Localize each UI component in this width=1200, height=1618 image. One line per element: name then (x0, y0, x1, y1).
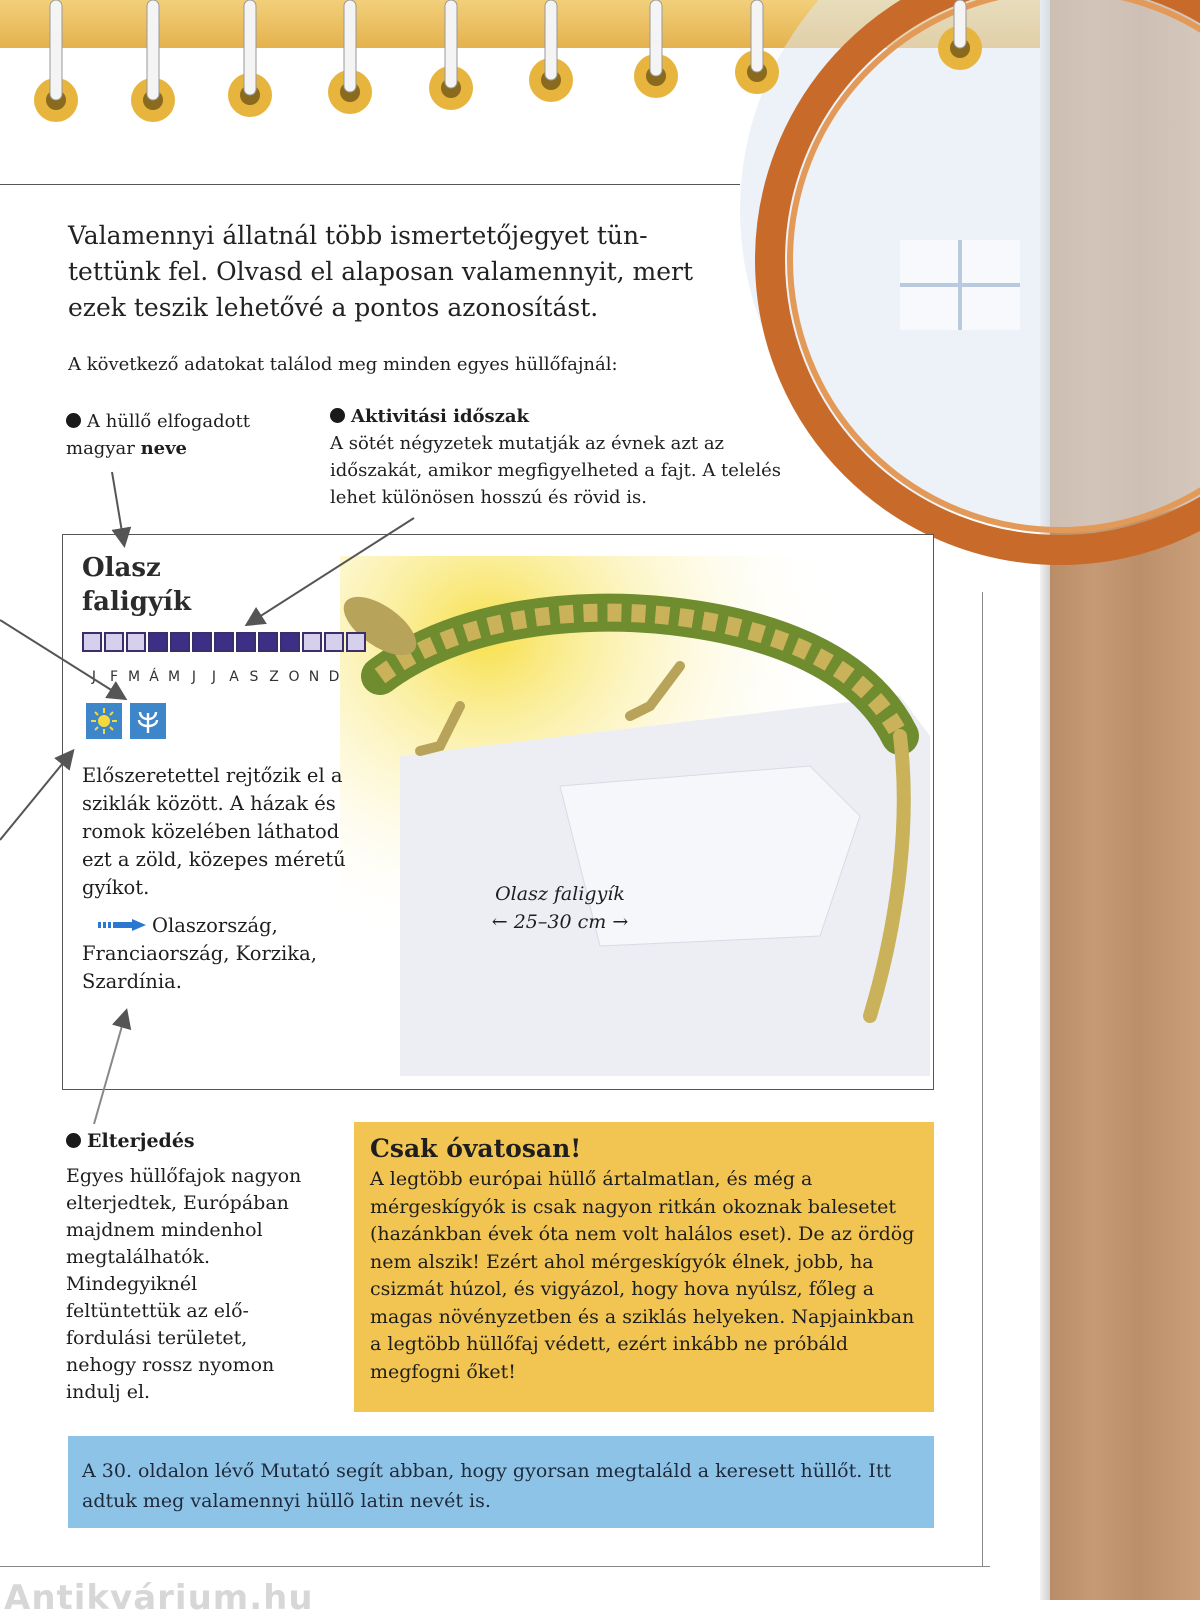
intro-paragraph: Valamennyi állatnál több ismertetőjegyet tüntettünk fel. Olvasd el alaposan valamennyit, mert ezek teszik lehetővé a pontos azonosítást. (68, 221, 694, 322)
lead-sentence: A következő adatokat találod meg minden egyes hüllőfajnál: (68, 354, 618, 375)
month-label: M (167, 669, 181, 685)
range-text: Olaszország, Franciaország, Korzika, Szardínia. (82, 914, 317, 993)
index-info-box: A 30. oldalon lévő Mutató segít abban, hogy gyorsan megtaláld a keresett hüllőt. Itt adtuk meg valamennyi hüllõ latin nevét is. (68, 1436, 934, 1528)
activity-note-title: Aktivitási időszak (351, 406, 530, 427)
page-frame-bottom (0, 1566, 990, 1567)
warning-text: A legtöbb európai hüllő ártalmatlan, és még a mérgeskígyók is csak nagyon ritkán okoznak balesetet (hazánkban évek óta nem volt halálos eset). De az ördög nem alszik! Ezért ahol mérgeskígyók élnek, jobb, ha csizmát húzol, és vigyázol, hogy hova nyúlsz, főleg a magas növényzetben és a sziklás helyeken. Napjainkban a legtöbb hüllőfaj védett, ezért inkább ne próbáld megfogni őket! (370, 1168, 915, 1383)
month-label: J (191, 669, 197, 685)
month-label: F (109, 669, 119, 685)
month-label: M (127, 669, 141, 685)
month-label: Z (269, 669, 279, 685)
species-description: Előszeretettel rejtőzik el a sziklák között. A házak és romok közelében láthatod ezt a zöld, közepes méretű gyíkot. (82, 764, 346, 899)
month-label: O (288, 669, 300, 685)
species-title: Olasz faligyík (82, 553, 191, 617)
name-note-bold: neve (140, 438, 188, 459)
activity-note-text: A sötét négyzetek mutatják az évnek azt az időszakát, amikor megfigyelheted a fajt. A telelés lehet különösen hosszú és rövid is. (330, 433, 782, 508)
month-label: A (229, 669, 239, 685)
month-label: S (249, 669, 259, 685)
caption-size: ← 25–30 cm → (491, 911, 629, 933)
page-frame-right (982, 592, 983, 1567)
month-label: N (308, 669, 320, 685)
month-label: D (328, 669, 340, 685)
caption-name: Olasz faligyík (495, 883, 625, 905)
name-note-text: A hüllő elfogadott magyar (66, 411, 250, 459)
caption-size-value: 25–30 cm (513, 911, 607, 933)
month-label: J (91, 669, 97, 685)
month-label: J (211, 669, 217, 685)
distribution-title: Elterjedés (87, 1130, 195, 1152)
warning-title: Csak óvatosan! (370, 1134, 582, 1163)
watermark: Antikvárium.hu (4, 1578, 314, 1618)
distribution-text: Egyes hüllőfajok nagyon elterjedtek, Európában majdnem mindenhol megtalálhatók. Mindegyiknél feltüntettük az előfordulási területet, nehogy rossz nyomon indulj el. (66, 1165, 302, 1403)
month-label: Á (149, 669, 159, 685)
